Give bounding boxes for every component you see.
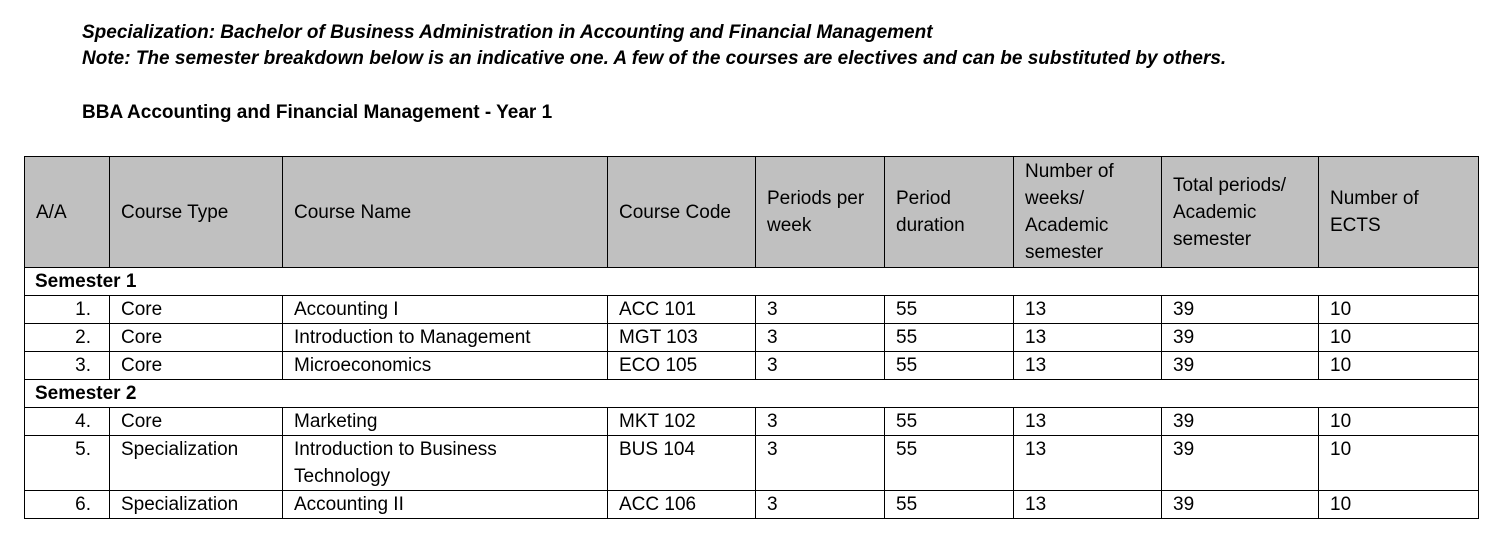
cell-ects: 10 [1319, 436, 1479, 491]
cell-type: Specialization [110, 491, 283, 519]
specialization-line: Specialization: Bachelor of Business Administration in Accounting and Financial Management [82, 22, 933, 43]
year-title: BBA Accounting and Financial Management - Year 1 [82, 102, 553, 123]
semester-label: Semester 1 [25, 268, 1479, 296]
cell-weeks: 13 [1014, 324, 1162, 352]
cell-type: Core [110, 296, 283, 324]
cell-aa: 6. [25, 491, 110, 519]
cell-ppw: 3 [756, 491, 885, 519]
cell-name: Introduction to Management [283, 324, 608, 352]
cell-name: Microeconomics [283, 352, 608, 380]
table-row [25, 408, 1479, 436]
cell-type: Core [110, 324, 283, 352]
cell-aa: 1. [25, 296, 110, 324]
cell-duration: 55 [885, 408, 1014, 436]
header-ects: Number of ECTS [1319, 157, 1479, 268]
table-row [25, 491, 1479, 519]
header-course-name: Course Name [283, 157, 608, 268]
cell-aa: 4. [25, 408, 110, 436]
header-course-type: Course Type [110, 157, 283, 268]
cell-type: Core [110, 408, 283, 436]
cell-weeks: 13 [1014, 436, 1162, 491]
course-table [24, 156, 1479, 519]
cell-ppw: 3 [756, 408, 885, 436]
cell-name: Introduction to Business Technology [283, 436, 608, 491]
table-row [25, 436, 1479, 491]
cell-type: Specialization [110, 436, 283, 491]
cell-code: BUS 104 [608, 436, 756, 491]
cell-ects: 10 [1319, 408, 1479, 436]
cell-ppw: 3 [756, 296, 885, 324]
cell-total: 39 [1162, 324, 1319, 352]
cell-aa: 5. [25, 436, 110, 491]
cell-ects: 10 [1319, 352, 1479, 380]
cell-weeks: 13 [1014, 408, 1162, 436]
header-total-periods: Total periods/ Academic semester [1162, 157, 1319, 268]
cell-total: 39 [1162, 491, 1319, 519]
table-row [25, 296, 1479, 324]
header-periods-per-week: Periods per week [756, 157, 885, 268]
cell-ppw: 3 [756, 436, 885, 491]
cell-weeks: 13 [1014, 491, 1162, 519]
header-period-duration: Period duration [885, 157, 1014, 268]
cell-name: Accounting II [283, 491, 608, 519]
cell-total: 39 [1162, 436, 1319, 491]
semester-row [25, 380, 1479, 408]
cell-aa: 3. [25, 352, 110, 380]
cell-code: ACC 101 [608, 296, 756, 324]
cell-duration: 55 [885, 296, 1014, 324]
cell-weeks: 13 [1014, 296, 1162, 324]
cell-ects: 10 [1319, 324, 1479, 352]
cell-duration: 55 [885, 436, 1014, 491]
header-aa: A/A [25, 157, 110, 268]
cell-code: ECO 105 [608, 352, 756, 380]
cell-name: Marketing [283, 408, 608, 436]
cell-code: MKT 102 [608, 408, 756, 436]
cell-code: MGT 103 [608, 324, 756, 352]
cell-ects: 10 [1319, 296, 1479, 324]
cell-weeks: 13 [1014, 352, 1162, 380]
note-line: Note: The semester breakdown below is an indicative one. A few of the courses are electives and can be substituted by others. [82, 48, 1227, 69]
cell-total: 39 [1162, 408, 1319, 436]
cell-duration: 55 [885, 324, 1014, 352]
cell-ppw: 3 [756, 352, 885, 380]
semester-label: Semester 2 [25, 380, 1479, 408]
cell-code: ACC 106 [608, 491, 756, 519]
table-header-row [25, 157, 1479, 268]
cell-duration: 55 [885, 491, 1014, 519]
cell-duration: 55 [885, 352, 1014, 380]
semester-row [25, 268, 1479, 296]
cell-ects: 10 [1319, 491, 1479, 519]
cell-ppw: 3 [756, 324, 885, 352]
header-weeks: Number of weeks/ Academic semester [1014, 157, 1162, 268]
table-row [25, 352, 1479, 380]
cell-name: Accounting I [283, 296, 608, 324]
document-header [82, 20, 1226, 72]
cell-total: 39 [1162, 352, 1319, 380]
cell-type: Core [110, 352, 283, 380]
cell-total: 39 [1162, 296, 1319, 324]
cell-aa: 2. [25, 324, 110, 352]
header-course-code: Course Code [608, 157, 756, 268]
table-row [25, 324, 1479, 352]
